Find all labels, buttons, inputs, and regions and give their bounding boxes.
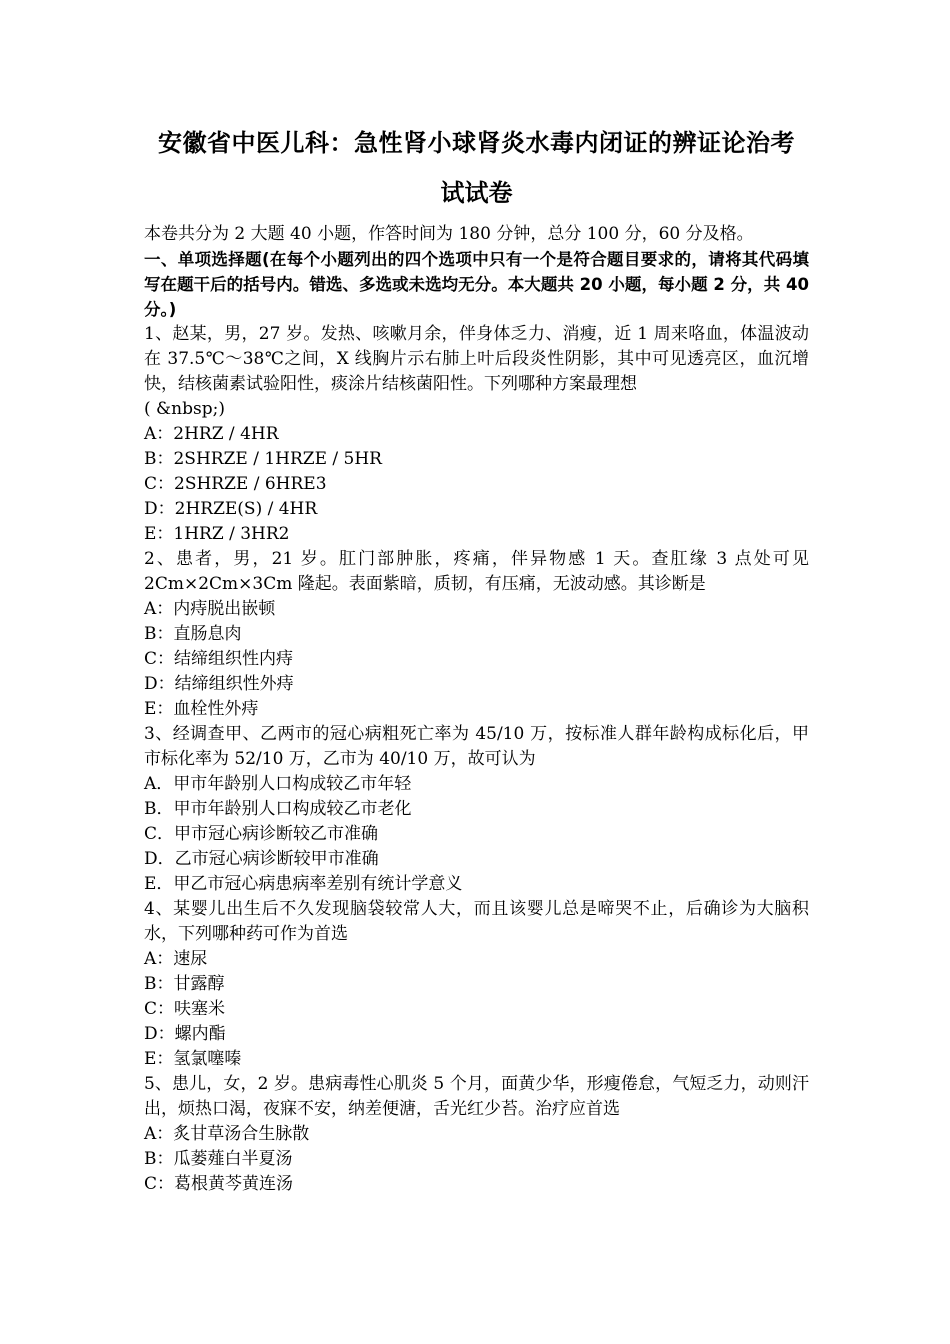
question-1-option-c: C：2SHRZE / 6HRE3 bbox=[144, 474, 327, 494]
question-2-option-e: E：血栓性外痔 bbox=[144, 699, 259, 719]
question-1-stem: 1、赵某，男，27 岁。发热、咳嗽月余，伴身体乏力、消瘦，近 1 周来咯血，体温波动在 37.5℃～38℃之间，X 线胸片示右肺上叶后段炎性阴影，其中可见透亮区，血沉增快，结核菌素试验阳性，痰涂片结核菌阳性。下列哪种方案最理想 bbox=[144, 324, 809, 394]
question-2-stem: 2、患者，男，21 岁。肛门部肿胀，疼痛，伴异物感 1 天。查肛缘 3 点处可见 2Cm×2Cm×3Cm 隆起。表面紫暗，质韧，有压痛，无波动感。其诊断是 bbox=[144, 549, 809, 594]
question-5-option-c: C：葛根黄芩黄连汤 bbox=[144, 1174, 294, 1194]
question-4-option-e: E：氢氯噻嗪 bbox=[144, 1049, 242, 1069]
question-3-option-a: A．甲市年龄别人口构成较乙市年轻 bbox=[144, 774, 412, 794]
question-5-stem: 5、患儿，女，2 岁。患病毒性心肌炎 5 个月，面黄少华，形瘦倦怠，气短乏力，动则汗出，烦热口渴，夜寐不安，纳差便溏，舌光红少苔。治疗应首选 bbox=[144, 1074, 809, 1119]
question-3-option-c: C．甲市冠心病诊断较乙市准确 bbox=[144, 824, 379, 844]
question-3-option-b: B．甲市年龄别人口构成较乙市老化 bbox=[144, 799, 412, 819]
page-title-continued: 试试卷 bbox=[440, 179, 513, 207]
question-3-option-d: D．乙市冠心病诊断较甲市准确 bbox=[144, 849, 379, 869]
question-2-option-a: A：内痔脱出嵌顿 bbox=[144, 599, 276, 619]
question-2-option-d: D：结缔组织性外痔 bbox=[144, 674, 294, 694]
question-1-option-e: E：1HRZ / 3HR2 bbox=[144, 524, 290, 544]
question-4-stem: 4、某婴儿出生后不久发现脑袋较常人大，而且该婴儿总是啼哭不止，后确诊为大脑积水，下列哪种药可作为首选 bbox=[144, 899, 809, 944]
question-4-option-a: A：速尿 bbox=[144, 949, 208, 969]
question-2-option-b: B：直肠息肉 bbox=[144, 624, 242, 644]
question-4-option-d: D：螺内酯 bbox=[144, 1024, 226, 1044]
question-2-option-c: C：结缔组织性内痔 bbox=[144, 649, 294, 669]
question-1-option-b: B：2SHRZE / 1HRZE / 5HR bbox=[144, 449, 382, 469]
question-1-option-a: A：2HRZ / 4HR bbox=[144, 424, 279, 444]
question-5-option-b: B：瓜蒌薤白半夏汤 bbox=[144, 1149, 293, 1169]
question-1-stem-tail: ( &nbsp;) bbox=[144, 399, 225, 419]
question-4-option-b: B：甘露醇 bbox=[144, 974, 225, 994]
section-heading: 一、单项选择题(在每个小题列出的四个选项中只有一个是符合题目要求的，请将其代码填写在题干后的括号内。错选、多选或未选均无分。本大题共 20 小题，每小题 2 分，共 40 分。) bbox=[144, 250, 809, 319]
exam-page bbox=[144, 118, 809, 1197]
question-3-stem: 3、经调查甲、乙两市的冠心病粗死亡率为 45/10 万，按标准人群年龄构成标化后，甲市标化率为 52/10 万，乙市为 40/10 万，故可认为 bbox=[144, 724, 809, 769]
question-1-option-d: D：2HRZE(S) / 4HR bbox=[144, 499, 318, 519]
question-4-option-c: C：呋塞米 bbox=[144, 999, 226, 1019]
exam-intro: 本卷共分为 2 大题 40 小题，作答时间为 180 分钟，总分 100 分，60 分及格。 bbox=[144, 224, 754, 244]
question-3-option-e: E．甲乙市冠心病患病率差别有统计学意义 bbox=[144, 874, 463, 894]
question-5-option-a: A：炙甘草汤合生脉散 bbox=[144, 1124, 310, 1144]
page-title: 安徽省中医儿科：急性肾小球肾炎水毒内闭证的辨证论治考 bbox=[158, 129, 795, 157]
